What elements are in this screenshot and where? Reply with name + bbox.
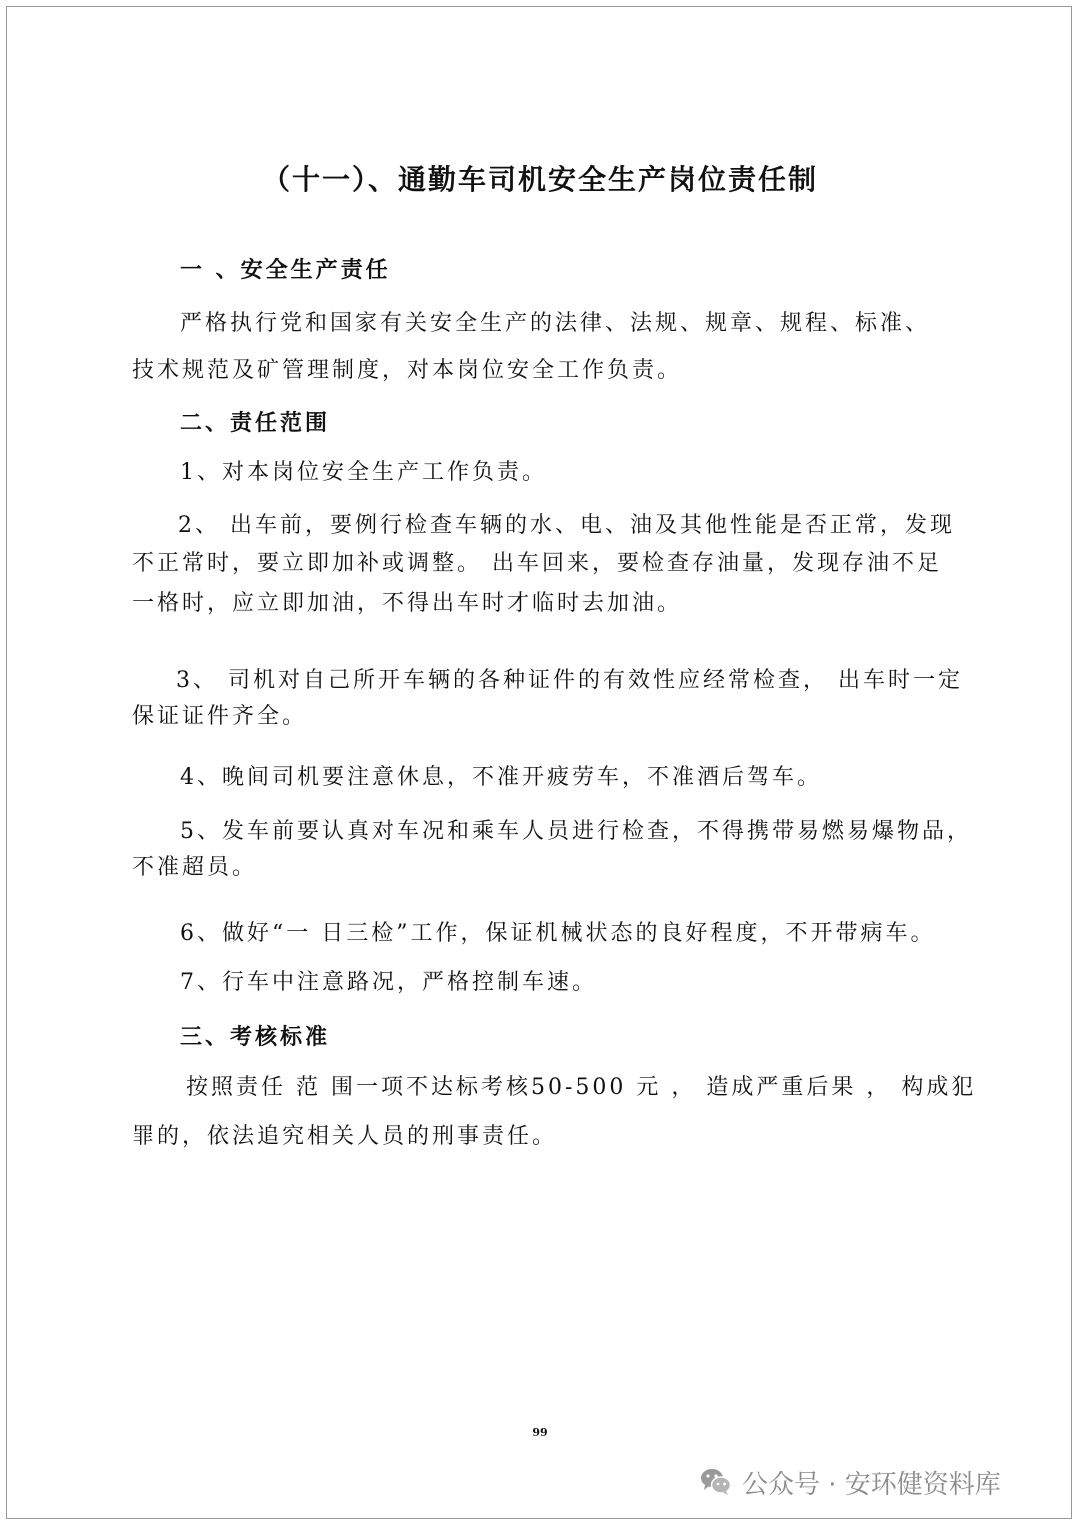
wechat-icon (700, 1467, 732, 1497)
page-number: 99 (532, 1426, 548, 1439)
list-item: 2、 出车前，要例行检查车辆的水、电、油及其他性能是否正常，发现 (178, 513, 955, 538)
list-item: 3、 司机对自己所开车辆的各种证件的有效性应经常检查， 出车时一定 (176, 668, 963, 693)
list-item: 6、做好“一 日三检”工作，保证机械状态的良好程度，不开带病车。 (180, 921, 936, 946)
list-item-continuation: 不正常时，要立即加补或调整。 出车回来，要检查存油量，发现存油不足 (132, 551, 942, 576)
document-title: （十一）、通勤车司机安全生产岗位责任制 (261, 163, 818, 196)
list-item-continuation: 保证证件齐全。 (132, 704, 308, 729)
list-item-continuation: 不准超员。 (132, 855, 258, 880)
list-item: 7、行车中注意路况，严格控制车速。 (180, 970, 597, 995)
list-item: 1、对本岗位安全生产工作负责。 (180, 460, 547, 485)
paragraph-line: 罪的，依法追究相关人员的刑事责任。 (132, 1124, 558, 1149)
list-item: 5、发车前要认真对车况和乘车人员进行检查，不得携带易燃易爆物品， (180, 819, 972, 844)
watermark-text: 公众号 · 安环健资料库 (742, 1469, 1001, 1500)
paragraph-line: 技术规范及矿管理制度，对本岗位安全工作负责。 (132, 358, 683, 383)
section-heading-responsibility-scope: 二、责任范围 (180, 410, 331, 436)
list-item-continuation: 一格时，应立即加油，不得出车时才临时去加油。 (132, 591, 683, 616)
paragraph-line: 严格执行党和国家有关安全生产的法律、法规、规章、规程、标准、 (180, 311, 931, 336)
section-heading-assessment-standard: 三、考核标准 (180, 1024, 331, 1050)
list-item: 4、晚间司机要注意休息，不准开疲劳车，不准酒后驾车。 (180, 765, 822, 790)
watermark (700, 1462, 1001, 1502)
section-heading-safety-responsibility: 一 、安全生产责任 (180, 257, 391, 283)
paragraph-line: 按照责任 范 围一项不达标考核50-500 元 ， 造成严重后果 ， 构成犯 (186, 1075, 977, 1100)
